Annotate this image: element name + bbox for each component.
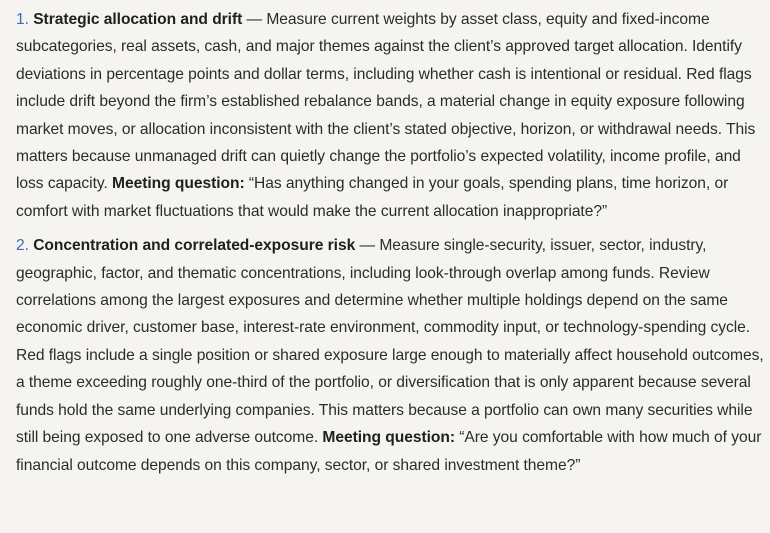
title-separator: —: [355, 237, 380, 255]
meeting-question-label: Meeting question:: [322, 429, 455, 447]
list-item-allocation-drift: [16, 6, 764, 225]
list-item-concentration-risk: [16, 232, 764, 479]
document-body: [16, 6, 764, 486]
list-item-title: Strategic allocation and drift: [33, 11, 243, 28]
list-item-number: 1.: [16, 11, 29, 28]
meeting-question-text: “Has anything changed in your goals, spending plans, time horizon, or comfort with market fluctuations that would make the current allocation inappropriate?”: [16, 175, 729, 220]
list-item-description: Measure current weights by asset class, equity and fixed-income subcategories, real assets, cash, and major themes against the client’s approved target allocation. Identify deviations in percentage points and dollar terms, including whether cash is intentional or residual. Red flags include drift beyond the firm’s established rebalance bands, a material change in equity exposure following market moves, or allocation inconsistent with the client’s stated objective, horizon, or withdrawal needs. This matters because unmanaged drift can quietly change the portfolio’s expected volatility, income profile, and loss capacity.: [16, 11, 756, 193]
meeting-question-label: Meeting question:: [112, 175, 245, 193]
meeting-question-text: “Are you comfortable with how much of your financial outcome depends on this company, sector, or shared investment theme?”: [16, 429, 762, 474]
list-item-description: Measure single-security, issuer, sector, industry, geographic, factor, and thematic concentrations, including look-through overlap among funds. Review correlations among the largest exposures and determine whether multiple holdings depend on the same economic driver, customer base, interest-rate environment, commodity input, or technology-spending cycle. Red flags include a single position or shared exposure large enough to materially affect household outcomes, a theme exceeding roughly one-third of the portfolio, or diversification that is only apparent because several funds hold the same underlying companies. This matters because a portfolio can own many securities while still being exposed to one adverse outcome.: [16, 237, 764, 447]
list-item-number: 2.: [16, 237, 29, 255]
title-separator: —: [242, 11, 267, 28]
list-item-title: Concentration and correlated-exposure risk: [33, 237, 356, 255]
